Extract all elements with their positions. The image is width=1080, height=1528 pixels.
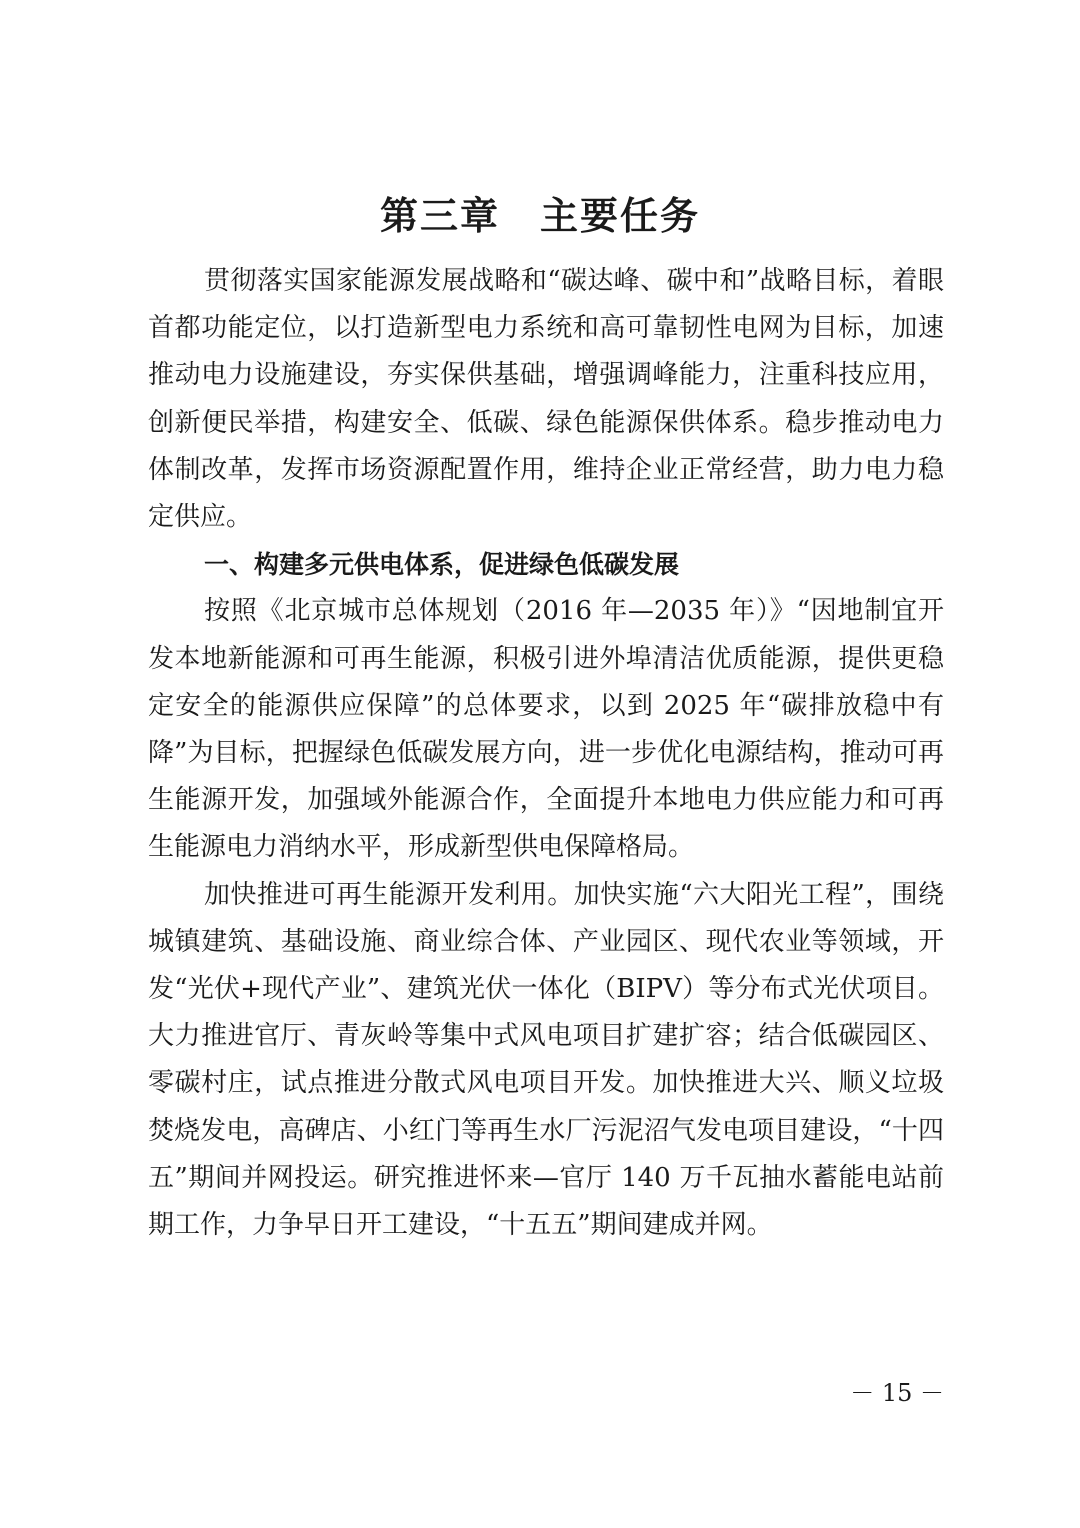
chapter-title: 第三章 主要任务 [379, 194, 700, 238]
section-heading: 一、构建多元供电体系，促进绿色低碳发展 [204, 550, 680, 580]
intro-paragraph: 贯彻落实国家能源发展战略和“碳达峰、碳中和”战略目标，着眼首都功能定位，以打造新型电力系统和高可靠韧性电网为目标，加速推动电力设施建设，夯实保供基础，增强调峰能力，注重科技应用，创新便民举措，构建安全、低碳、绿色能源保供体系。稳步推动电力体制改革，发挥市场资源配置作用，维持企业正常经营，助力电力稳定供应。 [148, 266, 944, 533]
body-paragraph: 加快推进可再生能源开发利用。加快实施“六大阳光工程”，围绕城镇建筑、基础设施、商业综合体、产业园区、现代农业等领域，开发“光伏+现代产业”、建筑光伏一体化（BIPV）等分布式光伏项目。大力推进官厅、青灰岭等集中式风电项目扩建扩容；结合低碳园区、零碳村庄，试点推进分散式风电项目开发。加快推进大兴、顺义垃圾焚烧发电，高碑店、小红门等再生水厂污泥沼气发电项目建设，“十四五”期间并网投运。研究推进怀来—官厅 140 万千瓦抽水蓄能电站前期工作，力争早日开工建设，“十五五”期间建成并网。 [148, 879, 944, 1241]
body-paragraph: 按照《北京城市总体规划（2016 年—2035 年）》“因地制宜开发本地新能源和可再生能源，积极引进外埠清洁优质能源，提供更稳定安全的能源供应保障”的总体要求，以到 2025 年“碳排放稳中有降”为目标，把握绿色低碳发展方向，进一步优化电源结构，推动可再生能源开发，加强域外能源合作，全面提升本地电力供应能力和可再生能源电力消纳水平，形成新型供电保障格局。 [148, 596, 944, 863]
page-body [148, 258, 944, 1249]
page-number: － 15 － [850, 1379, 944, 1407]
